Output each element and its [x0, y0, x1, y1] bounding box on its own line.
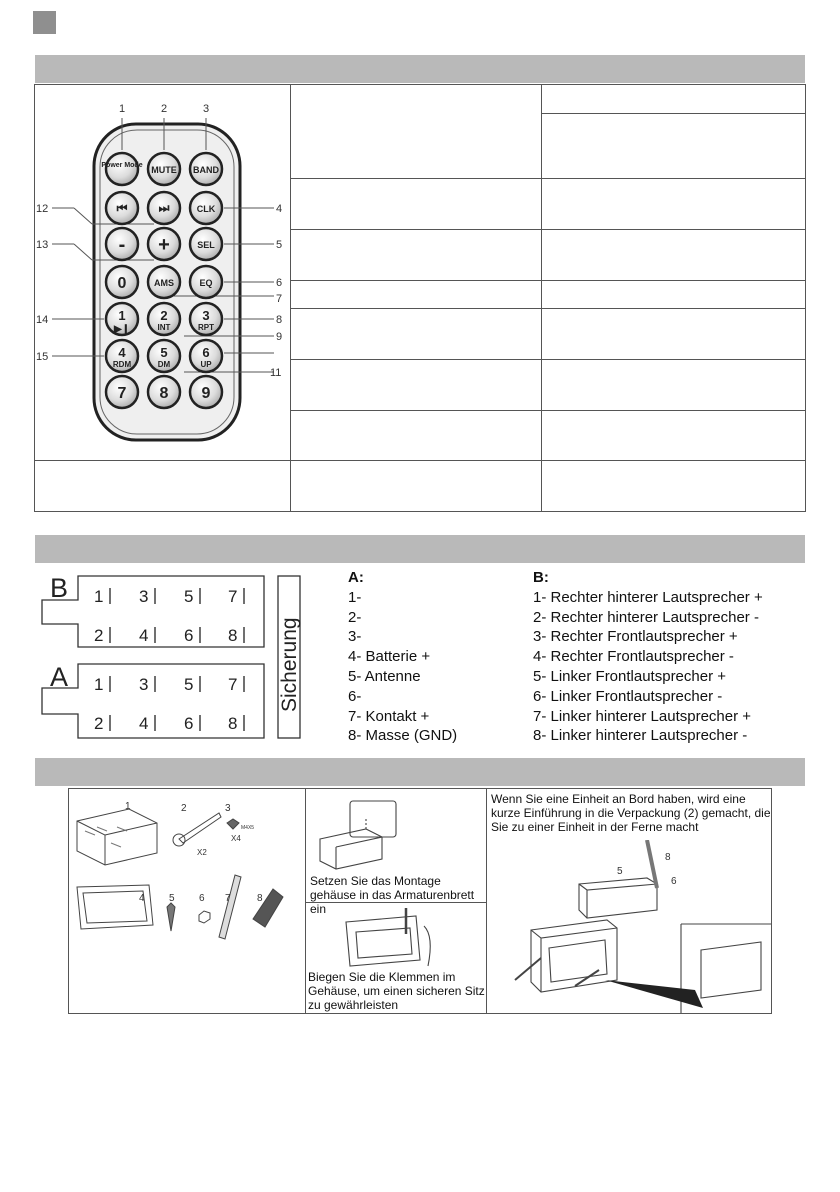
parts-illustration [69, 789, 305, 1013]
eq-label: EQ [199, 278, 213, 288]
list-item: 4- Rechter Frontlautsprecher - [533, 648, 734, 666]
pin-label: 5 [184, 587, 194, 606]
part-number: 4 [139, 893, 145, 904]
quantity-label: X4 [231, 834, 241, 843]
table-cell [290, 84, 542, 179]
callout-15: 15 [36, 351, 49, 363]
part-number: 6 [199, 893, 205, 904]
band-label: BAND [193, 165, 219, 175]
up-label: UP [200, 360, 212, 369]
table-cell [290, 410, 542, 461]
list-a-heading: A: [348, 569, 364, 586]
table-cell [34, 460, 291, 512]
list-item: 2- Rechter hinterer Lautsprecher - [533, 608, 759, 626]
pin-label: 1 [94, 675, 104, 694]
step-mount-caption: Setzen Sie das Montage gehäuse in das Armaturenbrett ein [310, 874, 475, 916]
callout-3: 3 [203, 103, 210, 115]
list-item: 1- Rechter hinterer Lautsprecher + [533, 588, 763, 606]
callout-2: 2 [161, 103, 168, 115]
power-mode-button[interactable] [106, 153, 138, 185]
pin-label: 4 [139, 626, 149, 645]
list-item: 8- Masse (GND) [348, 727, 458, 745]
list-item: 5- Linker Frontlautsprecher + [533, 668, 727, 685]
minus-label: - [118, 234, 126, 256]
pin-label: 2 [94, 714, 104, 733]
pin-label: 7 [228, 587, 238, 606]
pin-label: 3 [139, 587, 149, 606]
part-number: 5 [617, 866, 623, 877]
sel-label: SEL [197, 240, 215, 250]
callout-1: 1 [119, 103, 126, 115]
pin-label: 1 [94, 587, 104, 606]
key-0-label: 0 [117, 275, 127, 292]
list-item: 1- [348, 588, 362, 606]
table-cell [290, 178, 542, 230]
unit-install-illustration [487, 840, 771, 1013]
part-number: 8 [257, 893, 263, 904]
plus-label: + [158, 234, 170, 256]
mount-sleeve-illustration [306, 789, 486, 871]
section-header-installation [35, 758, 805, 786]
part-number: 3 [225, 803, 231, 814]
list-item: 8- Linker hinterer Lautsprecher - [533, 727, 748, 745]
remote-control-illustration [34, 84, 291, 461]
table-cell [541, 460, 806, 512]
list-b-heading: B: [533, 569, 549, 586]
part-number: 7 [225, 893, 231, 904]
pin-label: 4 [139, 714, 149, 733]
list-item: 3- [348, 628, 362, 646]
pin-label: 2 [94, 626, 104, 645]
table-cell [541, 229, 806, 281]
section-header-remote [35, 55, 805, 83]
key-3-label: 3 [202, 308, 210, 323]
fuse-label: Sicherung [278, 617, 301, 712]
next-icon: ⏭ [158, 201, 170, 215]
pin-label: 6 [184, 626, 194, 645]
list-item: 6- Linker Frontlautsprecher - [533, 687, 723, 705]
dm-label: DM [157, 360, 171, 369]
key-4-label: 4 [118, 345, 126, 360]
callout-9: 9 [276, 331, 283, 343]
clk-label: CLK [196, 204, 216, 214]
part-number: 2 [181, 803, 187, 814]
step-bend-caption [308, 970, 486, 1012]
pin-label: 7 [228, 675, 238, 694]
callout-14: 14 [36, 314, 49, 326]
zoom-wedge [605, 980, 703, 1008]
quantity-label: X2 [197, 848, 207, 857]
connector-a-label: A [50, 662, 69, 692]
table-cell [290, 308, 542, 360]
wiring-connector-diagram [36, 568, 320, 744]
callout-5: 5 [276, 239, 283, 251]
mute-label: MUTE [151, 165, 177, 175]
pin-label: 5 [184, 675, 194, 694]
list-item: 7- Kontakt + [348, 707, 430, 725]
list-item: 7- Linker hinterer Lautsprecher + [533, 707, 752, 725]
metal-strip-part [219, 875, 241, 939]
power-mode-label: Power Mode [101, 162, 143, 169]
table-cell [541, 308, 806, 360]
mounting-sleeve-part [77, 809, 157, 865]
callout-11: 11 [270, 367, 282, 379]
callout-12: 12 [36, 203, 49, 215]
section-header-wiring [35, 535, 805, 563]
callout-8: 8 [276, 314, 283, 326]
rdm-label: RDM [112, 360, 132, 369]
key-5-label: 5 [160, 345, 168, 360]
key-7-label: 7 [117, 385, 127, 402]
pin-label: 8 [228, 714, 238, 733]
section-marker [33, 11, 56, 34]
int-label: INT [157, 323, 171, 332]
pin-label: 8 [228, 626, 238, 645]
table-cell [541, 178, 806, 230]
table-cell [290, 229, 542, 281]
step-bend-caption-rest: Klemmen im Gehäuse, um einen sicheren Sitz zu gewährleisten [308, 970, 485, 1012]
table-cell [290, 460, 542, 512]
table-cell [541, 280, 806, 309]
step-bend-caption-line1: Biegen Sie die [308, 970, 386, 984]
screw-size-label: M4X5 [241, 825, 255, 831]
rpt-label: RPT [198, 323, 214, 332]
table-cell [541, 410, 806, 461]
part-number: 5 [169, 893, 175, 904]
list-item: 4- Batterie + [348, 648, 431, 666]
part-number: 6 [671, 876, 677, 887]
key-6-label: 6 [202, 345, 210, 360]
step-install-caption: Wenn Sie eine Einheit an Bord haben, wird eine kurze Einführung in die Verpackung (2) gemacht, die Sie zu einer Einheit in der Ferne macht [491, 792, 771, 834]
callout-4: 4 [276, 203, 283, 215]
table-cell [290, 280, 542, 309]
previous-icon: ⏮ [116, 201, 128, 215]
key-8-label: 8 [159, 385, 169, 402]
bolt-part [167, 903, 175, 931]
key-9-label: 9 [201, 385, 211, 402]
callout-6: 6 [276, 277, 283, 289]
pin-label: 3 [139, 675, 149, 694]
key-2-label: 2 [160, 308, 168, 323]
key-1-label: 1 [118, 308, 126, 323]
table-cell [541, 113, 806, 179]
part-number: 1 [125, 801, 131, 812]
list-item: 5- Antenne [348, 668, 421, 685]
list-item: 3- Rechter Frontlautsprecher + [533, 628, 738, 646]
list-item: 2- [348, 608, 362, 626]
table-cell [541, 84, 806, 114]
table-cell [541, 359, 806, 411]
screw-part [227, 819, 239, 829]
ams-label: AMS [154, 278, 174, 288]
bend-tabs-illustration [306, 904, 486, 970]
part-number: 8 [665, 852, 671, 863]
nut-part [199, 911, 210, 923]
pin-label: 6 [184, 714, 194, 733]
table-cell [290, 359, 542, 411]
play-pause-icon: ▶❙ [113, 324, 131, 335]
list-item: 6- [348, 687, 362, 705]
connector-b-label: B [50, 573, 69, 603]
callout-7: 7 [276, 293, 283, 305]
callout-13: 13 [36, 239, 49, 251]
